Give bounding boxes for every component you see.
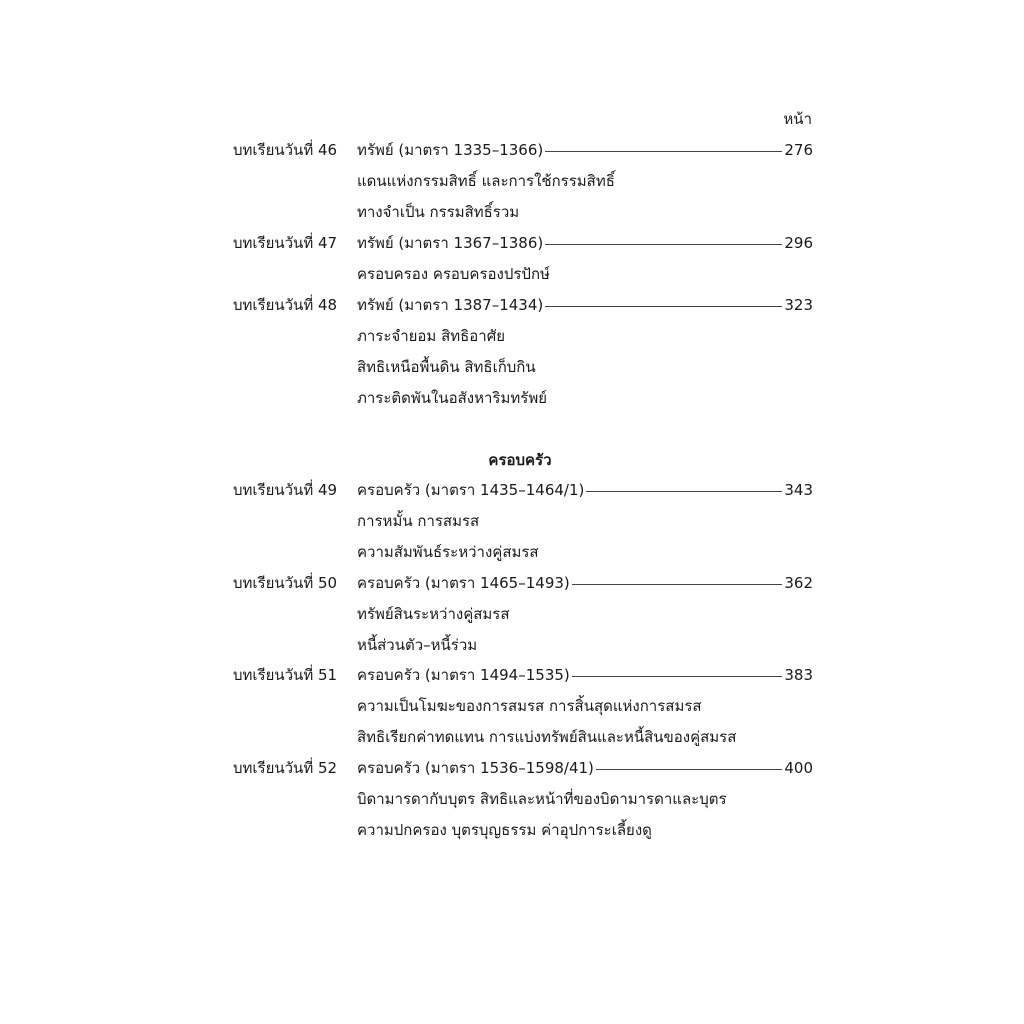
entry-subtopic: ทรัพย์สินระหว่างคู่สมรส bbox=[357, 605, 510, 623]
entry-page-number: 343 bbox=[784, 481, 813, 499]
entry-title: ทรัพย์ (มาตรา 1387–1434) bbox=[357, 296, 544, 314]
dot-leader bbox=[572, 584, 783, 585]
entry-title: ครอบครัว (มาตรา 1494–1535) bbox=[357, 666, 570, 684]
toc-entry[interactable] bbox=[357, 228, 813, 259]
entry-subtopic: บิดามารดากับบุตร สิทธิและหน้าที่ของบิดามารดาและบุตร bbox=[357, 790, 727, 808]
lesson-label: บทเรียนวันที่ 46 bbox=[233, 141, 338, 159]
entry-subtopic: หนี้ส่วนตัว–หนี้ร่วม bbox=[357, 636, 478, 654]
entry-title: ครอบครัว (มาตรา 1536–1598/41) bbox=[357, 759, 594, 777]
toc-entry[interactable] bbox=[357, 660, 813, 691]
entry-page-number: 383 bbox=[784, 666, 813, 684]
entry-subtopic: ครอบครอง ครอบครองปรปักษ์ bbox=[357, 265, 550, 283]
entry-title: ทรัพย์ (มาตรา 1367–1386) bbox=[357, 234, 544, 252]
dot-leader bbox=[586, 491, 782, 492]
toc-entry[interactable] bbox=[357, 753, 813, 784]
entry-subtopic: ภาระจำยอม สิทธิอาศัย bbox=[357, 327, 506, 345]
lesson-label: บทเรียนวันที่ 51 bbox=[233, 666, 338, 684]
toc-entry[interactable] bbox=[357, 568, 813, 599]
entry-title: ครอบครัว (มาตรา 1465–1493) bbox=[357, 574, 570, 592]
entry-subtopic: การหมั้น การสมรส bbox=[357, 512, 480, 530]
dot-leader bbox=[545, 306, 782, 307]
entry-page-number: 323 bbox=[784, 296, 813, 314]
entry-page-number: 400 bbox=[784, 759, 813, 777]
lesson-label: บทเรียนวันที่ 47 bbox=[233, 234, 338, 252]
entry-page-number: 362 bbox=[784, 574, 813, 592]
entry-subtopic: ทางจำเป็น กรรมสิทธิ์รวม bbox=[357, 203, 520, 221]
section-title: ครอบครัว bbox=[488, 451, 552, 469]
page-column-header: หน้า bbox=[783, 110, 812, 128]
dot-leader bbox=[545, 151, 782, 152]
entry-page-number: 296 bbox=[784, 234, 813, 252]
entry-subtopic: ความสัมพันธ์ระหว่างคู่สมรส bbox=[357, 543, 539, 561]
toc-entry[interactable] bbox=[357, 135, 813, 166]
entry-page-number: 276 bbox=[784, 141, 813, 159]
dot-leader bbox=[596, 769, 782, 770]
dot-leader bbox=[545, 244, 782, 245]
lesson-label: บทเรียนวันที่ 48 bbox=[233, 296, 338, 314]
entry-subtopic: ความเป็นโมฆะของการสมรส การสิ้นสุดแห่งการสมรส bbox=[357, 697, 702, 715]
entry-title: ครอบครัว (มาตรา 1435–1464/1) bbox=[357, 481, 585, 499]
lesson-label: บทเรียนวันที่ 50 bbox=[233, 574, 338, 592]
toc-entry[interactable] bbox=[357, 290, 813, 321]
toc-entry[interactable] bbox=[357, 475, 813, 506]
lesson-label: บทเรียนวันที่ 49 bbox=[233, 481, 338, 499]
entry-subtopic: ความปกครอง บุตรบุญธรรม ค่าอุปการะเลี้ยงดู bbox=[357, 821, 652, 839]
dot-leader bbox=[572, 676, 783, 677]
entry-subtopic: สิทธิเรียกค่าทดแทน การแบ่งทรัพย์สินและหนี้สินของคู่สมรส bbox=[357, 728, 737, 746]
entry-subtopic: แดนแห่งกรรมสิทธิ์ และการใช้กรรมสิทธิ์ bbox=[357, 172, 615, 190]
lesson-label: บทเรียนวันที่ 52 bbox=[233, 759, 338, 777]
entry-title: ทรัพย์ (มาตรา 1335–1366) bbox=[357, 141, 544, 159]
entry-subtopic: ภาระติดพันในอสังหาริมทรัพย์ bbox=[357, 389, 547, 407]
entry-subtopic: สิทธิเหนือพื้นดิน สิทธิเก็บกิน bbox=[357, 358, 536, 376]
